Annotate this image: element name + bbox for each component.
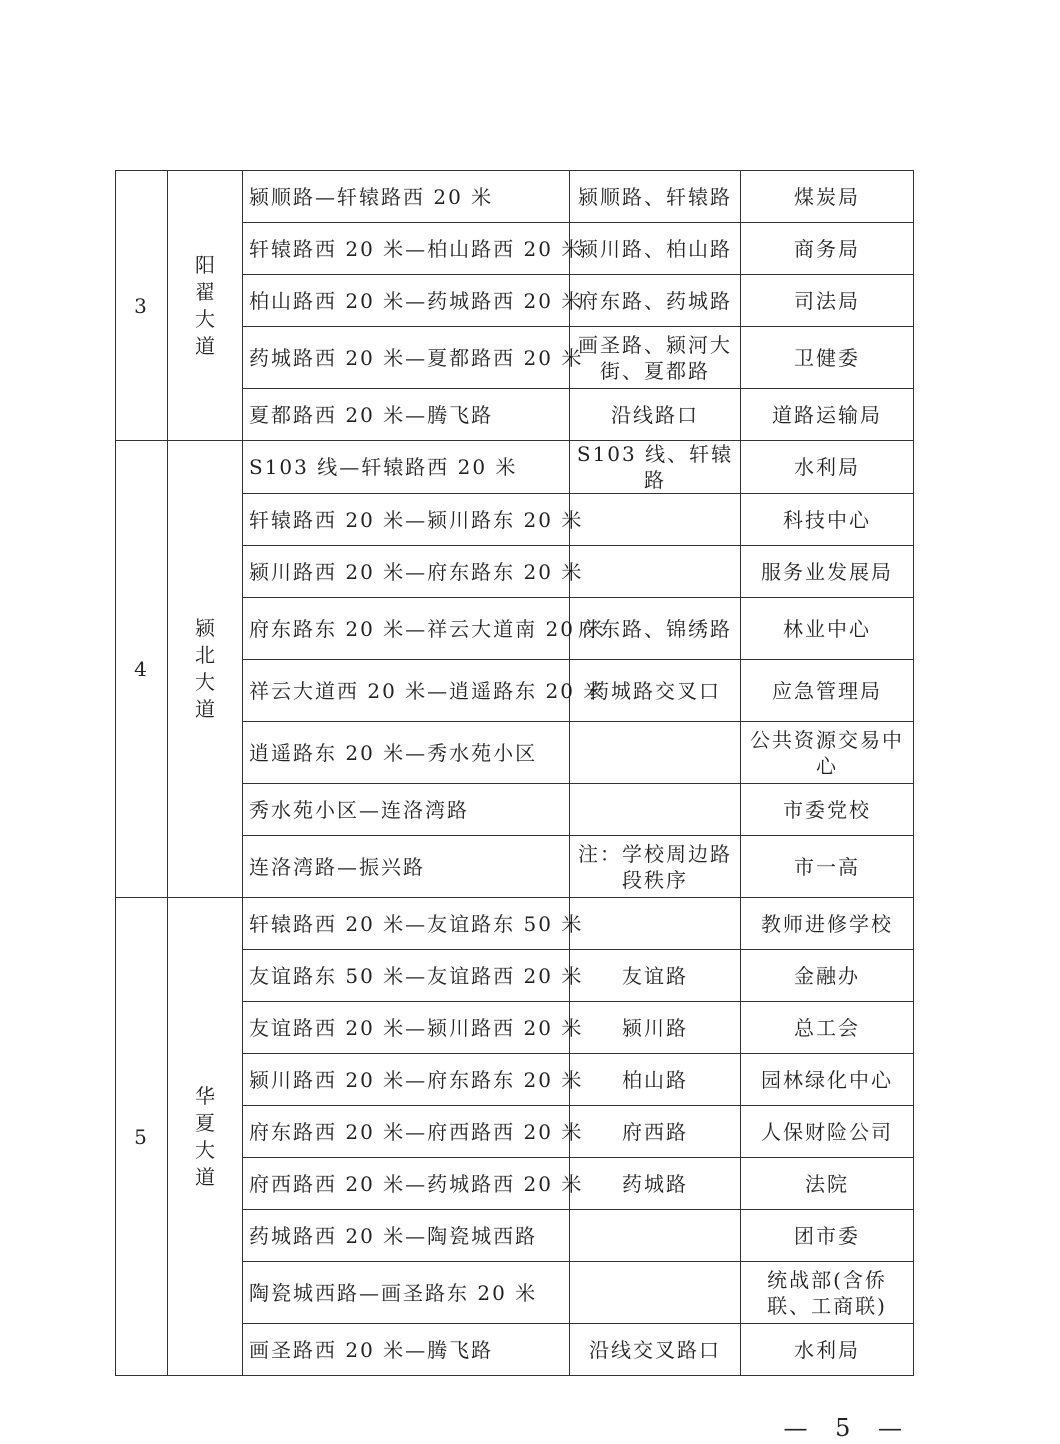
unit-cell: 人保财险公司 [741, 1106, 914, 1158]
crossing-cell: 药城路交叉口 [570, 660, 741, 722]
unit-cell: 水利局 [741, 1324, 914, 1376]
section-cell: 药城路西 20 米—夏都路西 20 米 [243, 327, 570, 389]
unit-cell: 教师进修学校 [741, 898, 914, 950]
crossing-cell [570, 784, 741, 836]
section-cell: 夏都路西 20 米—腾飞路 [243, 389, 570, 441]
unit-cell: 公共资源交易中心 [741, 722, 914, 784]
section-cell: 逍遥路东 20 米—秀水苑小区 [243, 722, 570, 784]
crossing-cell: 药城路 [570, 1158, 741, 1210]
crossing-cell: 友谊路 [570, 950, 741, 1002]
crossing-cell: 注：学校周边路段秩序 [570, 836, 741, 898]
unit-cell: 法院 [741, 1158, 914, 1210]
section-cell: 轩辕路西 20 米—友谊路东 50 米 [243, 898, 570, 950]
crossing-cell [570, 1262, 741, 1324]
unit-cell: 市委党校 [741, 784, 914, 836]
section-cell: 颍川路西 20 米—府东路东 20 米 [243, 1054, 570, 1106]
section-cell: 友谊路东 50 米—友谊路西 20 米 [243, 950, 570, 1002]
road-name-text: 华夏大道 [195, 1083, 215, 1189]
section-cell: 府东路东 20 米—祥云大道南 20 米 [243, 598, 570, 660]
unit-cell: 商务局 [741, 223, 914, 275]
road-name-text: 阳翟大道 [195, 252, 215, 358]
unit-cell: 服务业发展局 [741, 546, 914, 598]
road-name-text: 颍北大道 [195, 616, 215, 721]
group-number: 3 [116, 171, 168, 441]
section-cell: 府东路西 20 米—府西路西 20 米 [243, 1106, 570, 1158]
unit-cell: 金融办 [741, 950, 914, 1002]
crossing-cell: 府西路 [570, 1106, 741, 1158]
crossing-cell: 府东路、锦绣路 [570, 598, 741, 660]
unit-cell: 总工会 [741, 1002, 914, 1054]
section-cell: 府西路西 20 米—药城路西 20 米 [243, 1158, 570, 1210]
unit-cell: 团市委 [741, 1210, 914, 1262]
section-cell: 轩辕路西 20 米—柏山路西 20 米 [243, 223, 570, 275]
unit-cell: 统战部(含侨联、工商联) [741, 1262, 914, 1324]
section-cell: 友谊路西 20 米—颍川路西 20 米 [243, 1002, 570, 1054]
unit-cell: 卫健委 [741, 327, 914, 389]
crossing-cell: 柏山路 [570, 1054, 741, 1106]
road-name [168, 171, 243, 441]
section-cell: 轩辕路西 20 米—颍川路东 20 米 [243, 494, 570, 546]
section-cell: 颍川路西 20 米—府东路东 20 米 [243, 546, 570, 598]
crossing-cell: 沿线交叉路口 [570, 1324, 741, 1376]
unit-cell: 市一高 [741, 836, 914, 898]
crossing-cell: S103 线、轩辕路 [570, 441, 741, 494]
unit-cell: 水利局 [741, 441, 914, 494]
crossing-cell [570, 1210, 741, 1262]
crossing-cell: 颍川路 [570, 1002, 741, 1054]
section-cell: 柏山路西 20 米—药城路西 20 米 [243, 275, 570, 327]
section-cell: 连洛湾路—振兴路 [243, 836, 570, 898]
crossing-cell: 府东路、药城路 [570, 275, 741, 327]
crossing-cell: 颍顺路、轩辕路 [570, 171, 741, 223]
page-number: — 5 — [783, 1414, 912, 1442]
table-row [116, 441, 914, 494]
group-number: 4 [116, 441, 168, 898]
section-cell: 药城路西 20 米—陶瓷城西路 [243, 1210, 570, 1262]
assignment-table [115, 170, 914, 1376]
crossing-cell [570, 722, 741, 784]
crossing-cell [570, 494, 741, 546]
section-cell: 陶瓷城西路—画圣路东 20 米 [243, 1262, 570, 1324]
section-cell: S103 线—轩辕路西 20 米 [243, 441, 570, 494]
unit-cell: 应急管理局 [741, 660, 914, 722]
road-name [168, 898, 243, 1376]
crossing-cell: 画圣路、颍河大街、夏都路 [570, 327, 741, 389]
section-cell: 颍顺路—轩辕路西 20 米 [243, 171, 570, 223]
group-number: 5 [116, 898, 168, 1376]
road-name [168, 441, 243, 898]
crossing-cell: 沿线路口 [570, 389, 741, 441]
section-cell: 画圣路西 20 米—腾飞路 [243, 1324, 570, 1376]
unit-cell: 煤炭局 [741, 171, 914, 223]
section-cell: 秀水苑小区—连洛湾路 [243, 784, 570, 836]
unit-cell: 林业中心 [741, 598, 914, 660]
table-row [116, 898, 914, 950]
unit-cell: 园林绿化中心 [741, 1054, 914, 1106]
section-cell: 祥云大道西 20 米—逍遥路东 20 米 [243, 660, 570, 722]
crossing-cell: 颍川路、柏山路 [570, 223, 741, 275]
unit-cell: 司法局 [741, 275, 914, 327]
unit-cell: 科技中心 [741, 494, 914, 546]
table-row [116, 171, 914, 223]
unit-cell: 道路运输局 [741, 389, 914, 441]
crossing-cell [570, 546, 741, 598]
crossing-cell [570, 898, 741, 950]
